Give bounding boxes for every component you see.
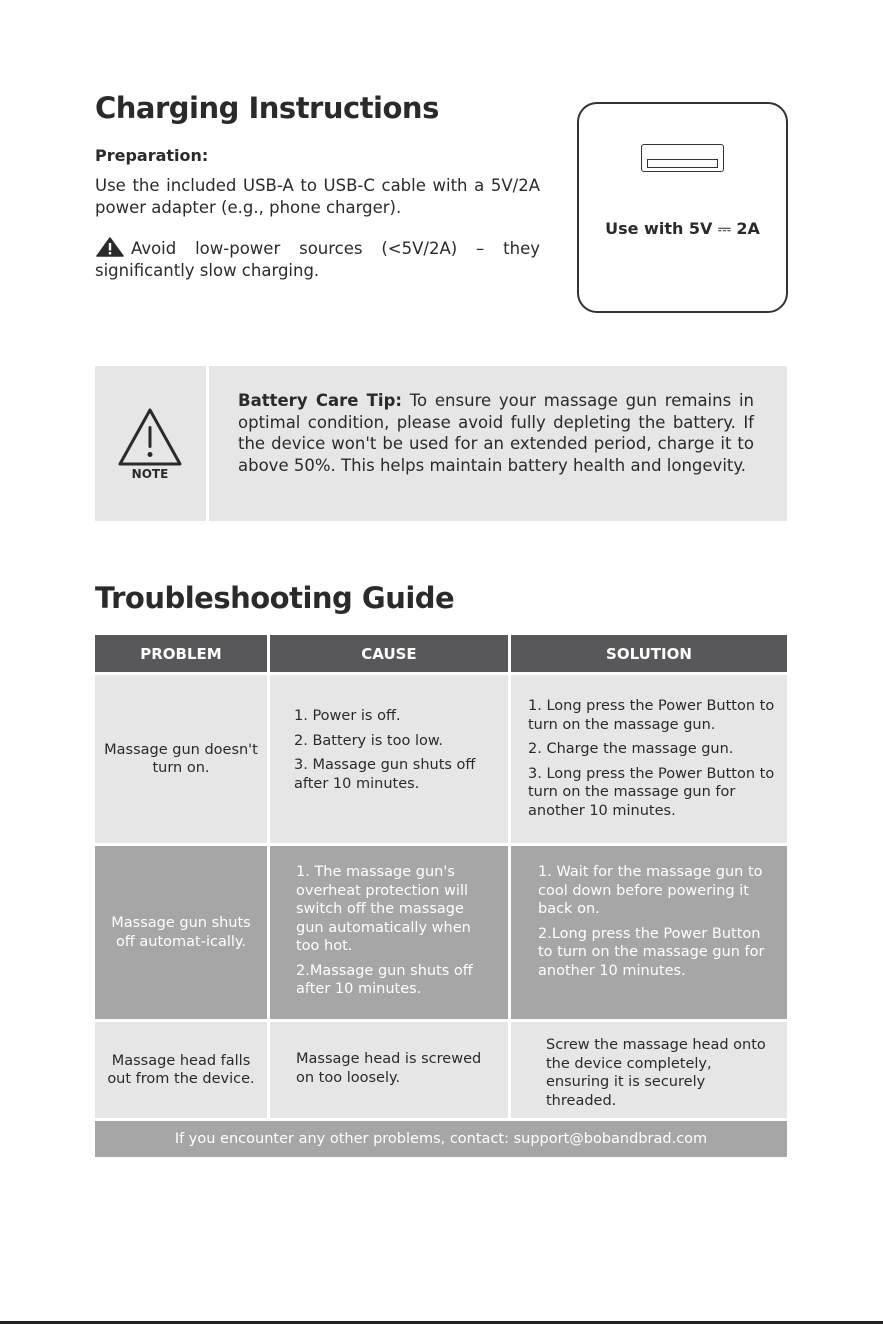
table-row xyxy=(95,1022,787,1118)
cause-item: 2. Battery is too low. xyxy=(294,732,443,749)
note-divider xyxy=(206,366,209,521)
solution-item: 3. Long press the Power Button to turn on the massage gun for another 10 minutes. xyxy=(528,765,775,819)
cause-cell xyxy=(270,846,508,1019)
warning-triangle-icon xyxy=(117,406,183,470)
battery-care-note xyxy=(95,366,787,521)
problem-cell: Massage gun doesn't turn on. xyxy=(95,675,267,843)
power-adapter-illustration xyxy=(577,102,788,313)
solution-cell xyxy=(511,675,787,843)
note-label: NOTE xyxy=(131,467,169,481)
cause-item: 2.Massage gun shuts off after 10 minutes. xyxy=(296,962,473,997)
table-row xyxy=(95,846,787,1019)
solution-item: Screw the massage head onto the device completely, ensuring it is securely threaded. xyxy=(546,1037,766,1109)
cause-cell xyxy=(270,1022,508,1118)
solution-item: 2.Long press the Power Button to turn on the massage gun for another 10 minutes. xyxy=(538,925,765,979)
solution-item: 1. Wait for the massage gun to cool down before powering it back on. xyxy=(538,864,763,917)
table-row xyxy=(95,675,787,843)
cause-item: Massage head is screwed on too loosely. xyxy=(296,1051,482,1086)
preparation-label: Preparation: xyxy=(95,146,209,165)
header-solution: SOLUTION xyxy=(511,635,787,672)
cause-cell xyxy=(270,675,508,843)
problem-cell: Massage head falls out from the device. xyxy=(95,1022,267,1118)
cause-item: 3. Massage gun shuts off after 10 minutes. xyxy=(294,757,476,792)
charging-title: Charging Instructions xyxy=(95,91,439,125)
support-contact-footer: If you encounter any other problems, contact: support@bobandbrad.com xyxy=(95,1121,787,1157)
solution-cell xyxy=(511,1022,787,1118)
table-header xyxy=(95,635,787,672)
cause-item: 1. The massage gun's overheat protection will switch off the massage gun automatically when too hot. xyxy=(296,864,471,954)
warning-paragraph xyxy=(95,237,540,282)
header-cause: CAUSE xyxy=(270,635,508,672)
troubleshooting-title: Troubleshooting Guide xyxy=(95,581,455,615)
warning-icon xyxy=(95,237,125,257)
solution-cell xyxy=(511,846,787,1019)
header-problem: PROBLEM xyxy=(95,635,267,672)
solution-item: 2. Charge the massage gun. xyxy=(528,741,734,757)
cause-item: 1. Power is off. xyxy=(294,708,401,724)
preparation-text: Use the included USB-A to USB-C cable with a 5V/2A power adapter (e.g., phone charger). xyxy=(95,176,540,217)
note-text xyxy=(238,390,754,476)
solution-item: 1. Long press the Power Button to turn on the massage gun. xyxy=(528,698,775,733)
usb-port-icon xyxy=(641,144,724,172)
tip-text: To ensure your massage gun remains in optimal condition, please avoid fully depleting the battery. If the device won't be used for an extended period, charge it to above 50%. This helps maintain battery health and longevity. xyxy=(238,391,755,475)
problem-cell: Massage gun shuts off automat-ically. xyxy=(95,846,267,1019)
warning-text: Avoid low-power sources (<5V/2A) – they significantly slow charging. xyxy=(95,239,540,280)
tip-label: Battery Care Tip: xyxy=(238,391,402,410)
adapter-rating-label: Use with 5V ⎓ 2A xyxy=(605,219,760,238)
